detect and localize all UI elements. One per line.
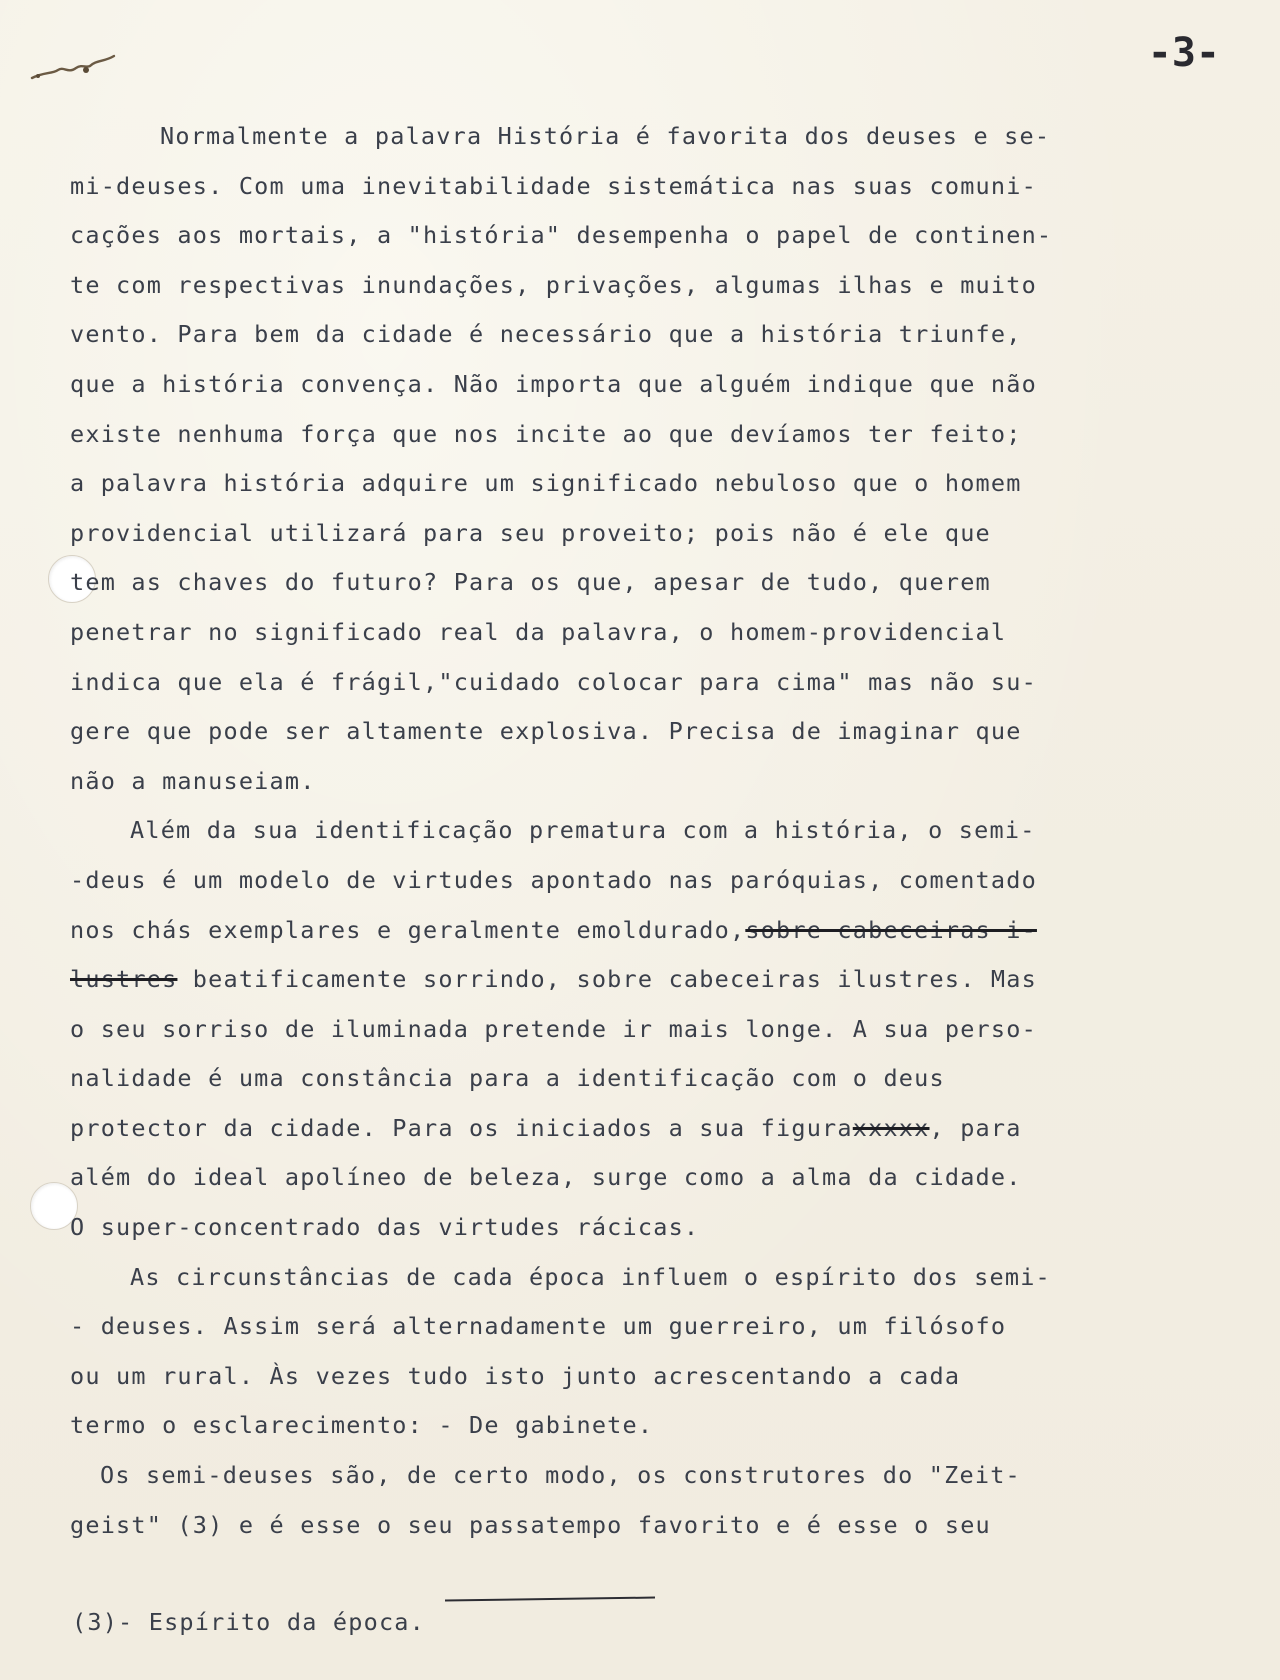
text-line xyxy=(70,806,1210,856)
line-text: providencial utilizará para seu proveito; pois não é ele que xyxy=(70,518,991,547)
text-line xyxy=(70,1253,1210,1303)
line-text-continued: beatificamente sorrindo, sobre cabeceiras ilustres. Mas xyxy=(177,965,1037,994)
line-text: nos chás exemplares e geralmente emoldurado, xyxy=(70,915,746,944)
line-text: a palavra história adquire um significado nebuloso que o homem xyxy=(70,469,1022,498)
struck-through-text: lustres xyxy=(70,965,178,994)
text-line xyxy=(70,112,1210,162)
line-text: gere que pode ser altamente explosiva. Precisa de imaginar que xyxy=(70,717,1022,746)
text-line xyxy=(70,211,1210,261)
text-line xyxy=(70,608,1210,658)
text-line xyxy=(70,707,1210,757)
line-text: Além da sua identificação prematura com a história, o semi- xyxy=(130,816,1036,845)
line-text-continued: , para xyxy=(929,1113,1022,1142)
line-text: penetrar no significado real da palavra, o homem-providencial xyxy=(70,617,1007,646)
line-text: nalidade é uma constância para a identificação com o deus xyxy=(70,1064,945,1093)
text-line xyxy=(70,410,1210,460)
text-line xyxy=(70,360,1210,410)
line-text: Os semi-deuses são, de certo modo, os construtores do "Zeit- xyxy=(100,1461,1021,1490)
footnote: (3)- Espírito da época. xyxy=(72,1608,426,1636)
text-line xyxy=(70,856,1210,906)
line-text: cações aos mortais, a "história" desempenha o papel de continen- xyxy=(70,221,1053,250)
footnote-rule xyxy=(445,1597,655,1602)
text-line xyxy=(70,509,1210,559)
text-line xyxy=(70,1401,1210,1451)
line-text: não a manuseiam. xyxy=(70,766,316,795)
text-line xyxy=(70,1054,1210,1104)
line-text: protector da cidade. Para os iniciados a sua figura xyxy=(70,1113,853,1142)
text-line xyxy=(70,1451,1210,1501)
text-line xyxy=(70,1352,1210,1402)
line-text: o seu sorriso de iluminada pretende ir mais longe. A sua perso- xyxy=(70,1014,1037,1043)
text-line xyxy=(70,1203,1210,1253)
text-line xyxy=(70,906,1210,956)
line-text: além do ideal apolíneo de beleza, surge como a alma da cidade. xyxy=(70,1163,1022,1192)
text-line xyxy=(70,310,1210,360)
line-text: O super-concentrado das virtudes rácicas. xyxy=(70,1213,700,1242)
line-text: mi-deuses. Com uma inevitabilidade sistemática nas suas comuni- xyxy=(70,171,1037,200)
typed-body-text xyxy=(70,112,1210,1550)
line-text: que a história convença. Não importa que alguém indique que não xyxy=(70,369,1037,398)
line-text: geist" (3) e é esse o seu passatempo favorito e é esse o seu xyxy=(70,1510,991,1539)
text-line xyxy=(70,162,1210,212)
line-text: -deus é um modelo de virtudes apontado nas paróquias, comentado xyxy=(70,865,1037,894)
line-text: indica que ela é frágil,"cuidado colocar para cima" mas não su- xyxy=(70,667,1037,696)
line-text: tem as chaves do futuro? Para os que, apesar de tudo, querem xyxy=(70,568,991,597)
text-line xyxy=(70,757,1210,807)
line-text: vento. Para bem da cidade é necessário que a história triunfe, xyxy=(70,320,1022,349)
text-line xyxy=(70,1005,1210,1055)
line-text: Normalmente a palavra História é favorita dos deuses e se- xyxy=(160,122,1051,150)
line-text: ou um rural. Às vezes tudo isto junto acrescentando a cada xyxy=(70,1361,961,1390)
line-text: termo o esclarecimento: - De gabinete. xyxy=(70,1411,654,1440)
line-text: As circunstâncias de cada época influem o espírito dos semi- xyxy=(130,1262,1051,1291)
line-text: existe nenhuma força que nos incite ao que devíamos ter feito; xyxy=(70,419,1022,448)
text-line xyxy=(70,1153,1210,1203)
line-text: te com respectivas inundações, privações, algumas ilhas e muito xyxy=(70,270,1037,299)
text-line xyxy=(70,1104,1210,1154)
text-line xyxy=(70,261,1210,311)
line-text: - deuses. Assim será alternadamente um guerreiro, um filósofo xyxy=(70,1312,1007,1341)
text-line xyxy=(70,658,1210,708)
struck-through-text: xxxxx xyxy=(852,1113,930,1142)
text-line xyxy=(70,1302,1210,1352)
text-line xyxy=(70,558,1210,608)
pen-scribble-mark xyxy=(24,44,144,94)
text-line xyxy=(70,459,1210,509)
text-line xyxy=(70,955,1210,1005)
struck-through-text: sobre cabeceiras i- xyxy=(745,915,1037,944)
page-number: -3- xyxy=(1147,30,1220,76)
text-line xyxy=(70,1501,1210,1551)
